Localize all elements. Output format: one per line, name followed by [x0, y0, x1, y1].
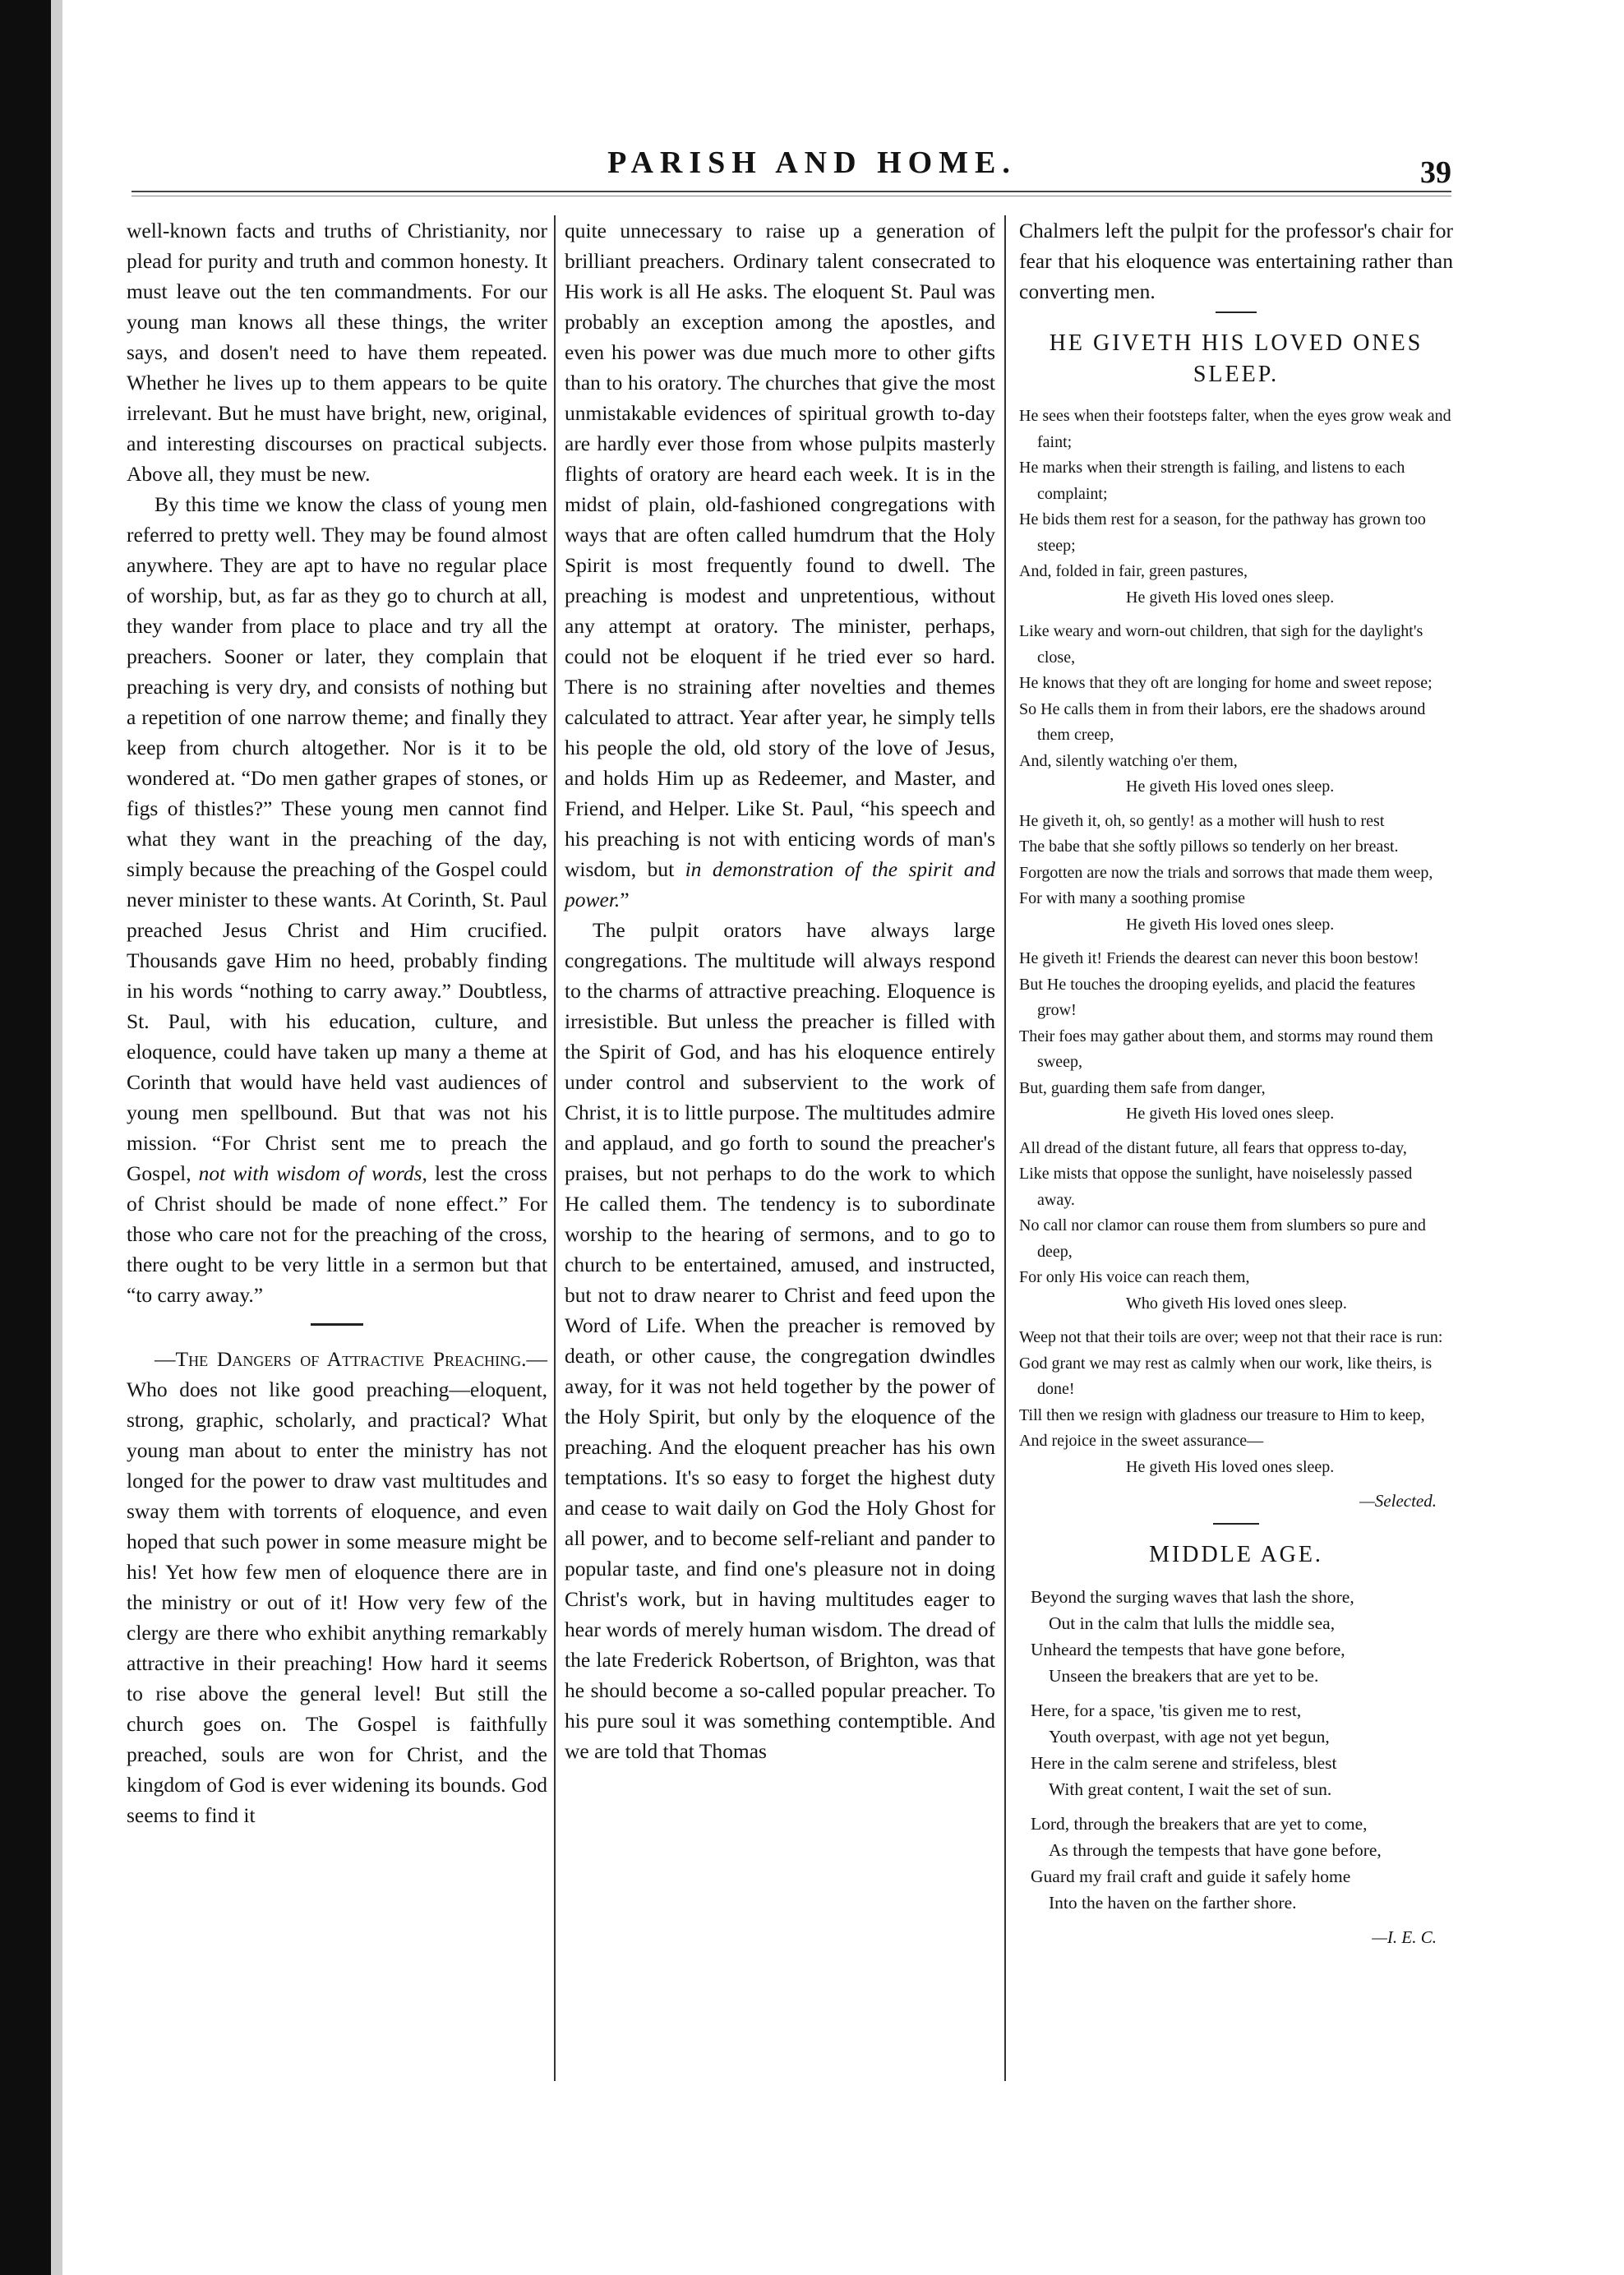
article-title: —The Dangers of Attractive Preaching.: [155, 1347, 527, 1371]
page-number: 39: [1420, 155, 1451, 190]
section-divider: [1213, 1523, 1259, 1525]
poem-attribution: —I. E. C.: [1372, 1927, 1437, 1947]
column-2: [565, 215, 995, 1766]
poem-stanza: Here, for a space, 'tis given me to rest, Youth overpast, with age not yet begun, Here in the calm serene and strifeless, blest With great content, I wait the set of sun.: [1031, 1700, 1337, 1799]
section-divider: [1216, 311, 1257, 313]
poem-refrain: He giveth His loved ones sleep.: [1126, 778, 1335, 796]
poem-stanza: Like weary and worn-out children, that sigh for the daylight's close, He knows that they oft are longing for home and sweet repose; So He calls them in from their labors, ere the shadows around them creep, And, silently watching o'er them, He giveth His loved ones sleep.: [1019, 619, 1453, 801]
poem-middle-age: [1019, 1584, 1453, 1950]
page-scan-gutter: [51, 0, 62, 2275]
poem-stanza: Lord, through the breakers that are yet to come, As through the tempests that have gone before, Guard my frail craft and guide it safely home Into the haven on the farther shore.: [1031, 1813, 1382, 1913]
column-rule-left: [554, 215, 556, 2081]
header-rule: [131, 191, 1451, 192]
poem-title: HE GIVETH HIS LOVED ONES SLEEP.: [1049, 330, 1423, 387]
poem-refrain: He giveth His loved ones sleep.: [1126, 915, 1335, 934]
paragraph: By this time we know the class of young men referred to pretty well. They may be found almost anywhere. They are apt to have no regular place of worship, but, as far as they go to church at all, they wander from place to place and try all the preachers. Sooner or later, they complain that preaching is very dry, and consists of nothing but a repetition of one narrow theme; and finally they keep from church altogether. Nor is it to be wondered at. “Do men gather grapes of stones, or figs of thistles?” These young men cannot find what they want in the preaching of the day, simply because the preaching of the Gospel could never minister to these wants. At Corinth, St. Paul preached Jesus Christ and Him crucified. Thousands gave Him no heed, probably finding in his words “nothing to carry away.” Doubtless, St. Paul, with his education, culture, and eloquence, could have taken up many a theme at Corinth that would have held vast audiences of young men spellbound. But that was not his mission. “For Christ sent me to preach the Gospel, not with wisdom of words, lest the cross of Christ should be made of none effect.” For those who care not for the preaching of the cross, there ought to be very little in a sermon but that “to carry away.”: [127, 492, 548, 1307]
poem-stanza: Weep not that their toils are over; weep not that their race is run: God grant we may rest as calmly when our work, like theirs, is done! Till then we resign with gladness our treasure to Him to keep, And rejoice in the sweet assurance— He giveth His loved ones sleep.: [1019, 1325, 1453, 1480]
column-3: [1019, 215, 1453, 1950]
paragraph: Chalmers left the pulpit for the professor's chair for fear that his eloquence was entertaining rather than converting men.: [1019, 219, 1453, 303]
running-header-title: PARISH AND HOME.: [607, 145, 1017, 180]
italic-quote: in demonstration of the spirit and power.: [565, 857, 996, 911]
poem-attribution: —Selected.: [1359, 1491, 1437, 1511]
poem-stanza: All dread of the distant future, all fears that oppress to-day, Like mists that oppose the sunlight, have noiselessly passed away. No call nor clamor can rouse them from slumbers so pure and deep, For only His voice can reach them, Who giveth His loved ones sleep.: [1019, 1136, 1453, 1317]
poem-refrain: He giveth His loved ones sleep.: [1126, 588, 1335, 607]
poem-refrain: He giveth His loved ones sleep.: [1126, 1457, 1335, 1476]
italic-quote: not with wisdom of words,: [198, 1161, 427, 1185]
paragraph: well-known facts and truths of Christianity, nor plead for purity and truth and common honesty. It must leave out the ten commandments. For our young man knows all these things, the writer says, and dosen't need to have them repeated. Whether he lives up to them appears to be quite irrelevant. But he must have bright, new, original, and interesting discourses on practical subjects. Above all, they must be new.: [127, 219, 547, 486]
poem-stanza: Beyond the surging waves that lash the shore, Out in the calm that lulls the middle sea, Unheard the tempests that have gone before, Unseen the breakers that are yet to be.: [1031, 1586, 1354, 1686]
column-1: [127, 215, 547, 1830]
poem-stanza: He giveth it! Friends the dearest can never this boon bestow! But He touches the drooping eyelids, and placid the features grow! Their foes may gather about them, and storms may round them sweep, But, guarding them safe from danger, He giveth His loved ones sleep.: [1019, 946, 1453, 1128]
column-rule-right: [1004, 215, 1006, 2081]
page-scan-edge: [0, 0, 51, 2275]
poem-refrain: Who giveth His loved ones sleep.: [1126, 1294, 1347, 1313]
section-divider: [311, 1323, 363, 1326]
paragraph: The pulpit orators have always large congregations. The multitude will always respond to the charms of attractive preaching. Eloquence is irresistible. But unless the preacher is filled with the Spirit of God, and has his eloquence entirely under control and subservient to the work of Christ, it is to little purpose. The multitudes admire and applaud, and go forth to sound the preacher's praises, but not perhaps to do the work to which He called them. The tendency is to subordinate worship to the hearing of sermons, and to go to church to be entertained, amused, and instructed, but not to draw nearer to Christ and feed upon the Word of Life. When the preacher is removed by death, or other cause, the congregation dwindles away, for it was not held together by the power of the Holy Spirit, but only by the eloquence of the preaching. And the eloquent preacher has his own temptations. It's so easy to forget the highest duty and cease to wait daily on God the Holy Ghost for all power, and to become self-reliant and pander to popular taste, and find one's pleasure not in doing Christ's work, but in having multitudes eager to hear words of merely human wisdom. The dread of the late Frederick Robertson, of Brighton, was that he should become a so-called popular preacher. To his pure soul it was something contemptible. And we are told that Thomas: [565, 918, 995, 1763]
article-paragraph: —The Dangers of Attractive Preaching.—Who does not like good preaching—eloquent, strong, graphic, scholarly, and practical? What young man about to enter the ministry has not longed for the power to draw vast multitudes and sway them with torrents of eloquence, and even hoped that such power in some measure might be his! Yet how few men of eloquence there are in the ministry or out of it! How very few of the clergy are there who exhibit anything remarkably attractive in their preaching! How hard it seems to rise above the general level! But still the church goes on. The Gospel is faithfully preached, souls are won for Christ, and the kingdom of God is ever widening its bounds. God seems to find it: [127, 1347, 547, 1827]
poem-refrain: He giveth His loved ones sleep.: [1126, 1105, 1335, 1123]
poem-stanza: He giveth it, oh, so gently! as a mother will hush to rest The babe that she softly pillows so tenderly on her breast. Forgotten are now the trials and sorrows that made them weep, For with many a soothing promise He giveth His loved ones sleep.: [1019, 809, 1453, 939]
paragraph: quite unnecessary to raise up a generation of brilliant preachers. Ordinary talent consecrated to His work is all He asks. The eloquent St. Paul was probably an exception among the apostles, and even his power was due much more to other gifts than to his oratory. The churches that give the most unmistakable evidences of spiritual growth to-day are hardly ever those from whose pulpits masterly flights of oratory are heard each week. It is in the midst of plain, old-fashioned congregations with ways that are often called humdrum that the Holy Spirit is most frequently found to dwell. The preaching is modest and unpretentious, without any attempt at oratory. The minister, perhaps, could not be eloquent if he tried ever so hard. There is no straining after novelties and themes calculated to attract. Year after year, he simply tells his people the old, old story of the love of Jesus, and holds Him up as Redeemer, and Master, and Friend, and Helper. Like St. Paul, “his speech and his preaching is not with enticing words of man's wisdom, but in demonstration of the spirit and power.”: [565, 219, 996, 911]
poem-he-giveth: [1019, 404, 1453, 1515]
poem-stanza: He sees when their footsteps falter, when the eyes grow weak and faint; He marks when their strength is failing, and listens to each complaint; He bids them rest for a season, for the pathway has grown too steep; And, folded in fair, green pastures, He giveth His loved ones sleep.: [1019, 404, 1453, 611]
poem-title: MIDDLE AGE.: [1149, 1541, 1323, 1567]
